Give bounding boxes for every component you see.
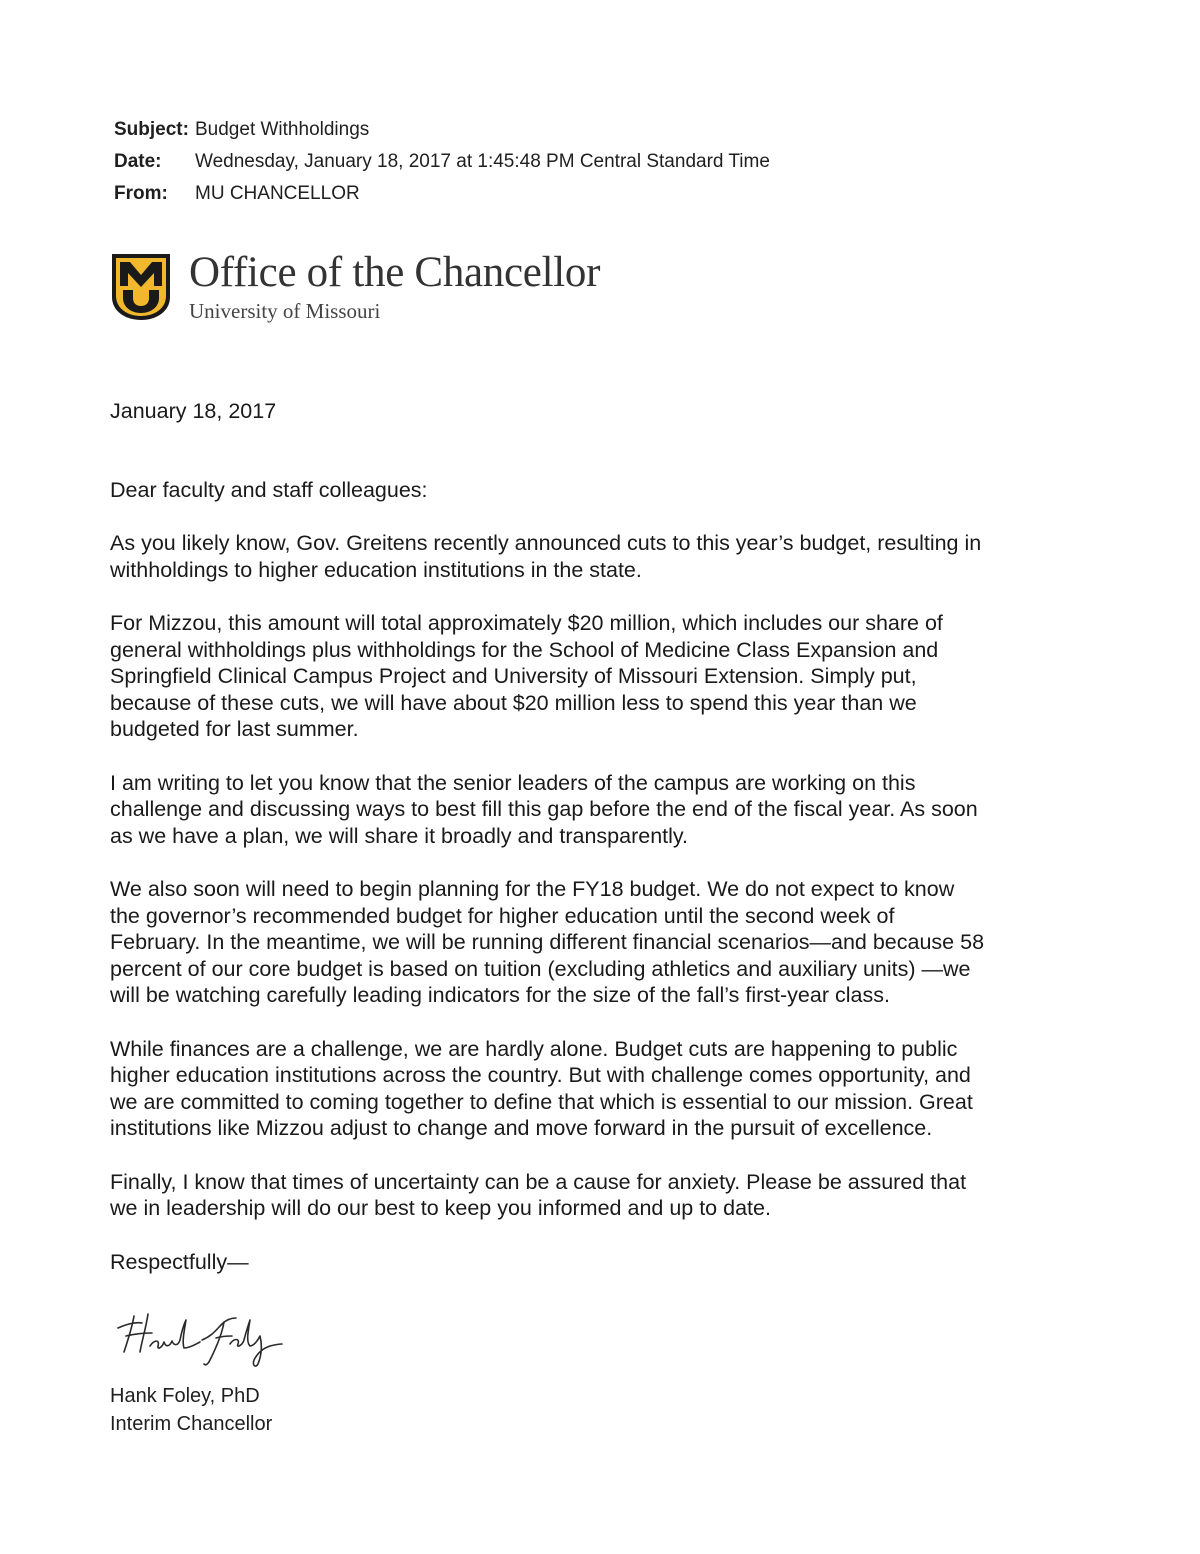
paragraph-2: For Mizzou, this amount will total approximately $20 million, which includes our share of general withholdings plus withholdings for the School of Medicine Class Expansion and Springfield Clinical Campus Project and University of Missouri Extension. Simply put, because of these cuts, we will have about $20 million less to spend this year than we budgeted for last summer. <box>110 611 943 741</box>
signer-name: Hank Foley, PhD <box>110 1385 260 1407</box>
paragraph-4: We also soon will need to begin planning for the FY18 budget. We do not expect to know the governor’s recommended budget for higher education until the second week of February. In the meantime, we will be running different financial scenarios—and because 58 percent of our core budget is based on tuition (excluding athletics and auxiliary units) —we will be watching carefully leading indicators for the size of the fall’s first-year class. <box>110 877 985 1007</box>
signer-title: Interim Chancellor <box>110 1413 273 1435</box>
letterhead <box>111 250 600 324</box>
letterhead-title: Office of the Chancellor <box>189 249 601 296</box>
salutation: Dear faculty and staff colleagues: <box>110 477 428 502</box>
date-label: Date: <box>114 151 162 172</box>
from-value: MU CHANCELLOR <box>195 183 360 204</box>
closing: Respectfully— <box>110 1249 249 1274</box>
letterhead-subtitle: University of Missouri <box>189 299 381 323</box>
subject-row <box>114 114 770 146</box>
paragraph-5: While finances are a challenge, we are hardly alone. Budget cuts are happening to public higher education institutions across the country. But with challenge comes opportunity, and we are committed to coming together to define that which is essential to our mission. Great institutions like Mizzou adjust to change and move forward in the pursuit of excellence. <box>110 1036 973 1140</box>
signature-block <box>110 1382 272 1438</box>
letterhead-text <box>189 250 600 324</box>
from-row <box>114 178 770 210</box>
mizzou-logo-icon <box>111 253 171 321</box>
handwritten-signature <box>112 1306 284 1372</box>
paragraph-6: Finally, I know that times of uncertainty can be a cause for anxiety. Please be assured that we in leadership will do our best to keep you informed and up to date. <box>110 1169 967 1220</box>
date-row <box>114 146 770 178</box>
paragraph-1: As you likely know, Gov. Greitens recently announced cuts to this year’s budget, resulting in withholdings to higher education institutions in the state. <box>110 531 982 582</box>
subject-value: Budget Withholdings <box>195 119 370 140</box>
paragraph-3: I am writing to let you know that the senior leaders of the campus are working on this challenge and discussing ways to best fill this gap before the end of the fiscal year. As soon as we have a plan, we will share it broadly and transparently. <box>110 770 978 848</box>
date-value: Wednesday, January 18, 2017 at 1:45:48 PM Central Standard Time <box>195 151 770 172</box>
letter-body <box>110 398 1100 1275</box>
letter-date: January 18, 2017 <box>110 399 277 423</box>
subject-label: Subject: <box>114 119 189 140</box>
from-label: From: <box>114 183 168 204</box>
email-header <box>114 114 770 210</box>
